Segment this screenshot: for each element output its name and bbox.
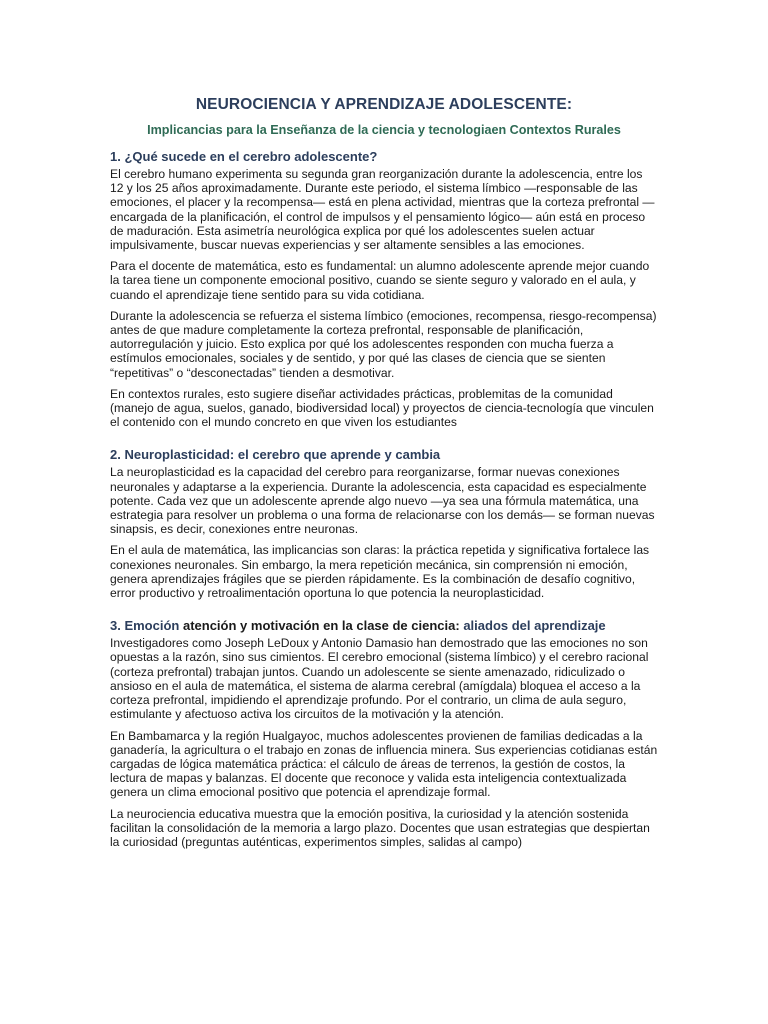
section-heading-part: 3. Emoción	[110, 618, 180, 634]
document-title: NEUROCIENCIA Y APRENDIZAJE ADOLESCENTE:	[195, 96, 573, 113]
paragraph: Para el docente de matemática, esto es fundamental: un alumno adolescente aprende mejor cuando la tarea tiene un componente emocional positivo, cuando se siente seguro y valorado en el aula, y cuando el aprendizaje tiene sentido para su vida cotidiana.	[110, 259, 650, 302]
paragraph: La neuroplasticidad es la capacidad del cerebro para reorganizarse, formar nuevas conexiones neuronales y adaptarse a la experiencia. Durante la adolescencia, esta capacidad es especialmente potente. Cada vez que un adolescente aprende algo nuevo —ya sea una fórmula matemática, una estrategia para resolver un problema o una forma de relacionarse con los demás— se forman nuevas sinapsis, es decir, conexiones entre neuronas.	[110, 465, 655, 537]
section-heading-part: atención y motivación en la clase de ciencia:	[179, 618, 460, 634]
paragraph: En Bambamarca y la región Hualgayoc, muchos adolescentes provienen de familias dedicadas a la ganadería, la agricultura o el trabajo en zonas de influencia minera. Sus experiencias cotidianas están cargadas de lógica matemática práctica: el cálculo de áreas de terrenos, la gestión de costos, la lectura de mapas y balanzas. El docente que reconoce y valida esta inteligencia contextualizada genera un clima emocional positivo que potencia el aprendizaje formal.	[110, 728, 658, 800]
section-1	[110, 149, 658, 429]
paragraph: Durante la adolescencia se refuerza el sistema límbico (emociones, recompensa, riesgo-recompensa) antes de que madure completamente la corteza prefrontal, responsable de planificación, autorregulación y juicio. Esto explica por qué los adolescentes responden con mucha fuerza a estímulos emocionales, sociales y de sentido, y por qué las clases de ciencia que se sienten “repetitivas” o “desconectadas” tienden a desmotivar.	[110, 308, 657, 380]
section-heading	[110, 618, 658, 633]
section-2	[110, 447, 658, 600]
paragraph: En el aula de matemática, las implicancias son claras: la práctica repetida y significativa fortalece las conexiones neuronales. Sin embargo, la mera repetición mecánica, sin comprensión ni emoción, genera aprendizajes frágiles que se pierden rápidamente. Es la combinación de desafío cognitivo, error productivo y retroalimentación oportuna lo que potencia la neuroplasticidad.	[110, 543, 650, 601]
paragraph: La neurociencia educativa muestra que la emoción positiva, la curiosidad y la atención sostenida facilitan la consolidación de la memoria a largo plazo. Docentes que usan estrategias que despiertan la curiosidad (preguntas auténticas, experimentos simples, salidas al campo)	[110, 806, 650, 849]
document-page	[110, 96, 658, 867]
section-heading: 1. ¿Qué sucede en el cerebro adolescente?	[110, 149, 378, 164]
paragraph: Investigadores como Joseph LeDoux y Antonio Damasio han demostrado que las emociones no son opuestas a la razón, sino sus cimientos. El cerebro emocional (sistema límbico) y el cerebro racional (corteza prefrontal) trabajan juntos. Cuando un adolescente se siente amenazado, ridiculizado o ansioso en el aula de matemática, el sistema de alarma cerebral (amígdala) bloquea el acceso a la corteza prefrontal, impidiendo el aprendizaje profundo. Por el contrario, un clima de aula seguro, estimulante y afectuoso activa los circuitos de la motivación y la atención.	[110, 636, 649, 722]
paragraph: En contextos rurales, esto sugiere diseñar actividades prácticas, problemitas de la comunidad (manejo de agua, suelos, ganado, biodiversidad local) y proyectos de ciencia-tecnología que vinculen el contenido con el mundo concreto en que viven los estudiantes	[110, 386, 654, 430]
section-heading-part: aliados del aprendizaje	[459, 618, 606, 634]
paragraph: El cerebro humano experimenta su segunda gran reorganización durante la adolescencia, entre los 12 y los 25 años aproximadamente. Durante este periodo, el sistema límbico —responsable de las emociones, el placer y la recompensa— está en plena actividad, mientras que la corteza prefrontal —encargada de la planificación, el control de impulsos y el pensamiento lógico— aún está en proceso de maduración. Esta asimetría neurológica explica por qué los adolescentes suelen actuar impulsivamente, buscar nuevas experiencias y ser altamente sensibles a las emociones.	[110, 167, 655, 253]
section-3	[110, 618, 658, 849]
section-heading: 2. Neuroplasticidad: el cerebro que aprende y cambia	[110, 447, 441, 463]
document-subtitle: Implicancias para la Enseñanza de la ciencia y tecnologiaen Contextos Rurales	[147, 123, 621, 137]
